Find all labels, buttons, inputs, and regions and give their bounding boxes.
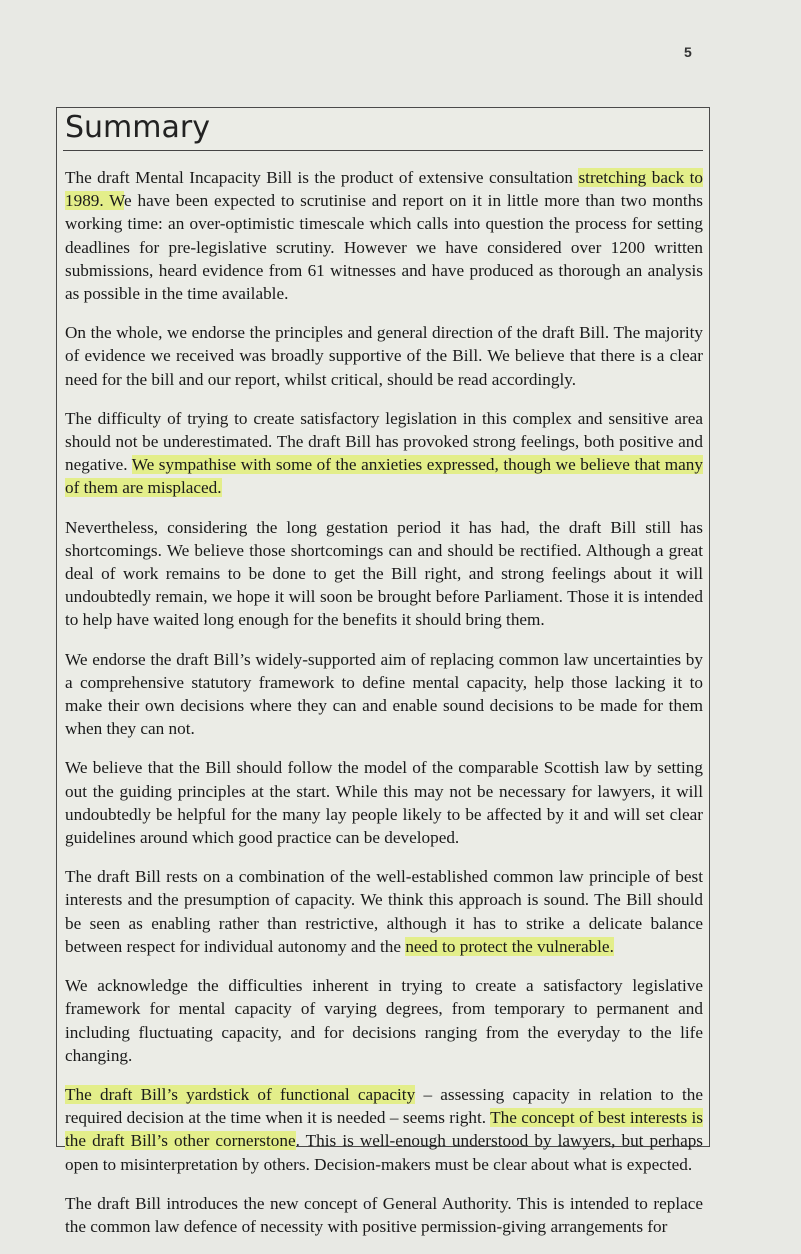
paragraph: [65, 166, 703, 305]
text-segment: e have been expected to scrutinise and report on it in little more than two months working time: an over-optimistic timescale which calls into question the process for setting deadlines for pre-legislative scrutiny. However we have considered over 1200 written submissions, heard evidence from 61 witnesses and have produced as thorough an analysis as possible in the time available.: [65, 191, 703, 304]
page-number: 5: [684, 44, 692, 60]
paragraph: [65, 1083, 703, 1176]
highlighted-text: stretching back to 1989. W: [65, 168, 703, 211]
text-segment: The draft Bill introduces the new concept of General Authority. This is intended to replace the common law defence of necessity with positive permission-giving arrangements for: [65, 1193, 703, 1236]
paragraph: [65, 756, 703, 849]
highlighted-text: The concept of best interests is the draft Bill’s other cornerstone: [65, 1108, 703, 1151]
section-heading: Summary: [65, 110, 210, 145]
highlighted-text: We sympathise with some of the anxieties expressed, though we believe that many of them are misplaced.: [65, 455, 703, 498]
paragraph: [65, 974, 703, 1067]
text-segment: We endorse the draft Bill’s widely-supported aim of replacing common law uncertainties by a comprehensive statutory framework to define mental capacity, help those lacking it to make their own decisions where they can and enable sound decisions to be made for them when they can not.: [65, 649, 703, 739]
highlighted-text: need to protect the vulnerable.: [405, 936, 614, 956]
text-segment: We believe that the Bill should follow the model of the comparable Scottish law by setting out the guiding principles at the start. While this may not be necessary for lawyers, it will undoubtedly be helpful for the many lay people likely to be affected by it and will set clear guidelines around which good practice can be developed.: [65, 758, 703, 848]
text-segment: On the whole, we endorse the principles and general direction of the draft Bill. The majority of evidence we received was broadly supportive of the Bill. We believe that there is a clear need for the bill and our report, whilst critical, should be read accordingly.: [65, 323, 703, 389]
paragraph: [65, 648, 703, 741]
paragraph: [65, 865, 703, 958]
text-segment: . This is well-enough understood by lawyers, but perhaps open to misinterpretation by others. Decision-makers must be clear about what is expected.: [65, 1131, 703, 1174]
text-segment: The difficulty of trying to create satisfactory legislation in this complex and sensitive area should not be underestimated. The draft Bill has provoked strong feelings, both positive and negative.: [65, 408, 703, 475]
summary-body: [65, 166, 703, 1254]
text-segment: We acknowledge the difficulties inherent in trying to create a satisfactory legislative framework for mental capacity of varying degrees, from temporary to permanent and including fluctuating capacity, and for decisions ranging from the everyday to the life changing.: [65, 976, 703, 1065]
heading-rule: [63, 150, 703, 151]
summary-box: [56, 107, 710, 1236]
highlighted-text: The draft Bill’s yardstick of functional capacity: [65, 1084, 416, 1104]
paragraph: [65, 321, 703, 391]
text-segment: The draft Bill rests on a combination of the well-established common law principle of best interests and the presumption of capacity. We think this approach is sound. The Bill should be seen as enabling rather than restrictive, although it has to strike a delicate balance between respect for individual autonomy and the: [65, 867, 703, 956]
text-segment: The draft Mental Incapacity Bill is the product of extensive consultation: [65, 168, 579, 187]
paragraph: [65, 1192, 703, 1238]
paragraph: [65, 516, 703, 632]
text-segment: – assessing capacity in relation to the required decision at the time when it is needed – seems right.: [65, 1084, 703, 1128]
text-segment: Nevertheless, considering the long gestation period it has had, the draft Bill still has shortcomings. We believe those shortcomings can and should be rectified. Although a great deal of work remains to be done to get the Bill right, and strong feelings about it will undoubtedly remain, we hope it will soon be brought before Parliament. Those it is intended to help have waited long enough for the benefits it should bring them.: [65, 517, 703, 630]
paragraph: [65, 407, 703, 500]
